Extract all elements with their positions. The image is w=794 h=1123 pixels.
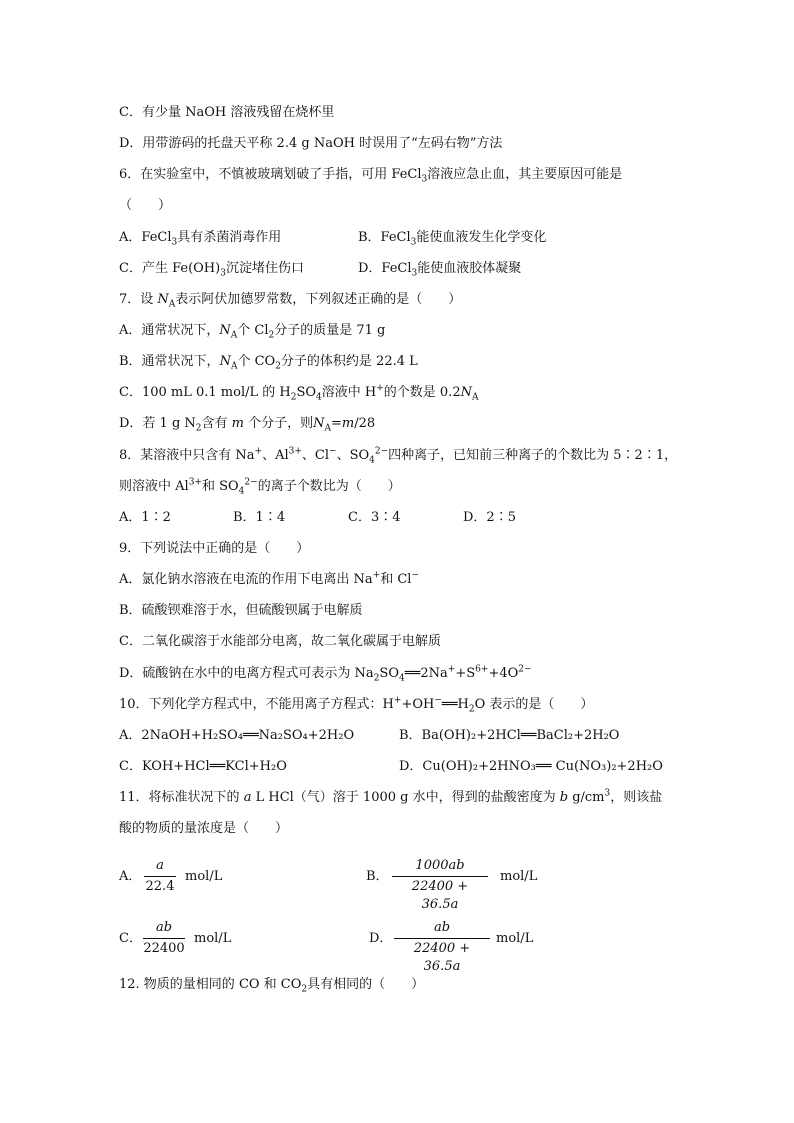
q11-option-a-unit: mol/L bbox=[185, 869, 223, 884]
q11-option-d-unit: mol/L bbox=[496, 931, 534, 946]
q8-stem-cont: 则溶液中 $Al^{3+}$和 $SO_4^{2-}$的离子个数比为（ ） bbox=[119, 477, 401, 497]
q11-option-b-label: B． bbox=[366, 869, 389, 884]
q9-option-b: B．硫酸钡难溶于水，但硫酸钡属于电解质 bbox=[119, 603, 363, 618]
q10-option-c: C．KOH+HCl══KCl+H₂O bbox=[119, 759, 287, 774]
fraction-bar bbox=[143, 938, 185, 939]
q8-option-c: C．3∶4 bbox=[348, 510, 401, 525]
q11-stem: 11．将标准状况下的 a L HCl（气）溶于 1000 g 水中，得到的盐酸密度为 b $g/cm^3$，则该盐 bbox=[119, 788, 663, 805]
q12-stem: 12. 物质的量相同的 CO 和 $CO_2$具有相同的（ ） bbox=[119, 977, 425, 995]
q7-option-b: B．通常状况下，$N_A$个 $CO_2$分子的体积约是 22.4 L bbox=[119, 354, 418, 372]
fraction-bar bbox=[394, 938, 490, 939]
q6-option-b: B．FeCl$_3$能使血液发生化学变化 bbox=[358, 230, 547, 248]
fraction-numerator: 1000ab bbox=[415, 858, 465, 873]
q9-option-a: A．氯化钠水溶液在电流的作用下电离出 Na+和 Cl− bbox=[119, 570, 419, 587]
q7-option-a: A．通常状况下，$N_A$个 $Cl_2$分子的质量是 71 g bbox=[119, 323, 386, 341]
q8-option-d: D．2∶5 bbox=[463, 510, 516, 525]
q5-option-d: D．用带游码的托盘天平称 2.4 g NaOH 时误用了“左码右物”方法 bbox=[119, 136, 503, 151]
q11-option-d-fraction bbox=[394, 919, 490, 976]
q11-option-a-fraction bbox=[144, 857, 176, 896]
q6-option-a: A．FeCl$_3$具有杀菌消毒作用 bbox=[119, 230, 282, 248]
q10-stem: 10．下列化学方程式中，不能用离子方程式：$H^++OH^-══H_2O$ 表示的是（ ） bbox=[119, 695, 594, 715]
q11-option-d-label: D． bbox=[369, 931, 393, 946]
q7-stem: 7．设 $N_A$表示阿伏加德罗常数，下列叙述正确的是（ ） bbox=[119, 292, 462, 310]
q11-option-c-label: C． bbox=[119, 931, 142, 946]
q6-stem: 6．在实验室中，不慎被玻璃划破了手指，可用 FeCl$_3$溶液应急止血，其主要原因可能是 bbox=[119, 167, 623, 185]
fraction-bar bbox=[392, 876, 488, 877]
q6-option-d: D．FeCl$_3$能使血液胶体凝聚 bbox=[358, 261, 522, 279]
q11-option-c-unit: mol/L bbox=[194, 931, 232, 946]
fraction-denominator: 22400 bbox=[143, 941, 185, 956]
fraction-denominator: 22.4 bbox=[145, 879, 175, 894]
q11-option-a-label: A． bbox=[119, 869, 142, 884]
q11-option-b-fraction bbox=[392, 857, 488, 914]
q11-option-c-fraction bbox=[143, 919, 185, 958]
fraction-denominator: 22400 + 36.5a bbox=[411, 879, 469, 912]
q11-option-b-unit: mol/L bbox=[500, 869, 538, 884]
q6-option-c: C．产生 $Fe(OH)_3$沉淀堵住伤口 bbox=[119, 261, 304, 279]
q10-option-d: D．Cu(OH)₂+2HNO₃══ Cu(NO₃)₂+2H₂O bbox=[399, 759, 663, 774]
q11-stem-cont: 酸的物质的量浓度是（ ） bbox=[119, 821, 289, 836]
q9-stem: 9．下列说法中正确的是（ ） bbox=[119, 541, 310, 556]
fraction-numerator: a bbox=[156, 858, 164, 873]
fraction-numerator: ab bbox=[433, 920, 451, 935]
q6-answer-paren: （ ） bbox=[119, 198, 172, 213]
q9-option-d: D．硫酸钠在水中的电离方程式可表示为 $Na_2SO_4══2Na^++S^{6+}+4O^{2-}$ bbox=[119, 664, 532, 684]
q8-option-a: A．1∶2 bbox=[119, 510, 171, 525]
q8-stem: 8．某溶液中只含有 Na+、$Al^{3+}$、Cl−、$SO_4^{2-}$四种离子，已知前三种离子的个数比为 5∶2∶1， bbox=[119, 446, 678, 466]
q10-option-b: B．Ba(OH)₂+2HCl══BaCl₂+2H₂O bbox=[399, 728, 620, 743]
fraction-bar bbox=[144, 876, 176, 877]
fraction-numerator: ab bbox=[155, 920, 173, 935]
q7-option-d: D．若 1 g $N_2$含有 m 个分子，则$N_A=m/28$ bbox=[119, 416, 376, 434]
q5-option-c: C．有少量 NaOH 溶液残留在烧杯里 bbox=[119, 105, 335, 120]
q10-option-a: A．2NaOH+H₂SO₄══Na₂SO₄+2H₂O bbox=[119, 728, 355, 743]
q8-option-b: B．1∶4 bbox=[233, 510, 286, 525]
fraction-denominator: 22400 + 36.5a bbox=[413, 941, 471, 974]
q7-option-c: C．100 mL 0.1 mol/L 的 $H_2SO_4$溶液中 H+的个数是 $0.2N_A$ bbox=[119, 383, 479, 403]
q9-option-c: C．二氧化碳溶于水能部分电离，故二氧化碳属于电解质 bbox=[119, 634, 441, 649]
